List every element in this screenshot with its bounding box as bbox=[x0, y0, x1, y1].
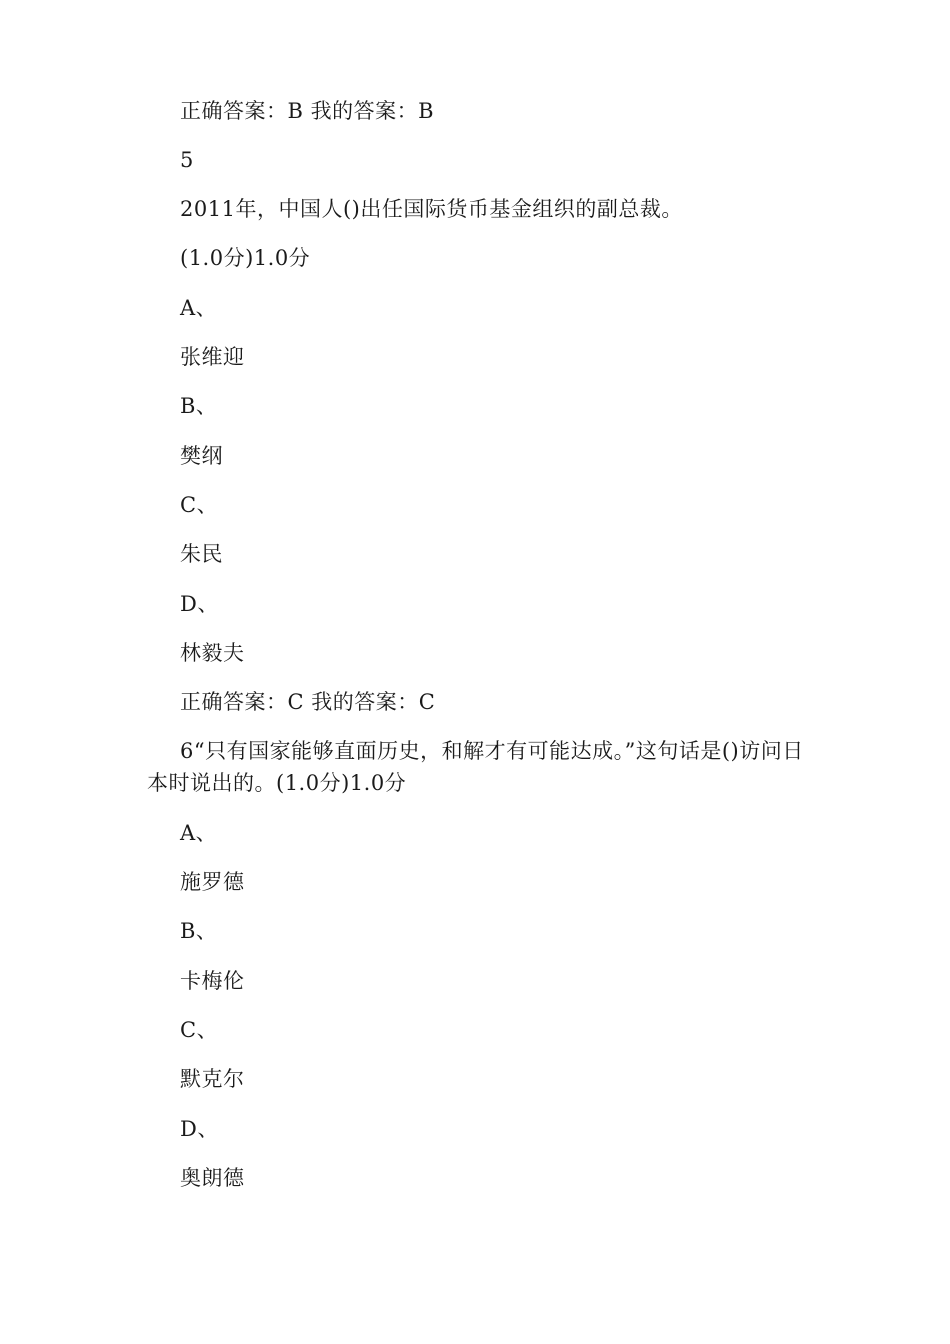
q5-answer-line: 正确答案：C 我的答案：C bbox=[180, 690, 436, 714]
q5-option-b-letter: B、 bbox=[180, 394, 218, 418]
q5-option-c-letter: C、 bbox=[180, 493, 219, 517]
q5-option-c-text: 朱民 bbox=[180, 542, 223, 566]
q5-score: (1.0分)1.0分 bbox=[180, 246, 311, 270]
q6-stem: 6“只有国家能够直面历史，和解才有可能达成。”这句话是()访问日本时说出的。(1.0分)1.0分 bbox=[147, 739, 804, 795]
q6-option-b-letter: B、 bbox=[180, 919, 218, 943]
q6-option-d-text: 奥朗德 bbox=[180, 1166, 245, 1190]
q6-option-a-letter: A、 bbox=[180, 821, 218, 845]
q5-option-a-text: 张维迎 bbox=[180, 345, 245, 369]
q6-option-c-letter: C、 bbox=[180, 1018, 219, 1042]
q6-option-d-letter: D、 bbox=[180, 1117, 219, 1141]
q6-option-b-text: 卡梅伦 bbox=[180, 969, 245, 993]
q5-option-d-text: 林毅夫 bbox=[180, 641, 245, 665]
q5-stem: 2011年，中国人()出任国际货币基金组织的副总裁。 bbox=[180, 197, 683, 221]
q6-option-c-text: 默克尔 bbox=[180, 1067, 245, 1091]
q5-option-a-letter: A、 bbox=[180, 296, 218, 320]
q5-option-b-text: 樊纲 bbox=[180, 444, 223, 468]
q6-option-a-text: 施罗德 bbox=[180, 870, 245, 894]
q4-answer-line: 正确答案：B 我的答案：B bbox=[180, 99, 435, 123]
q5-option-d-letter: D、 bbox=[180, 592, 219, 616]
q5-number: 5 bbox=[180, 148, 194, 172]
